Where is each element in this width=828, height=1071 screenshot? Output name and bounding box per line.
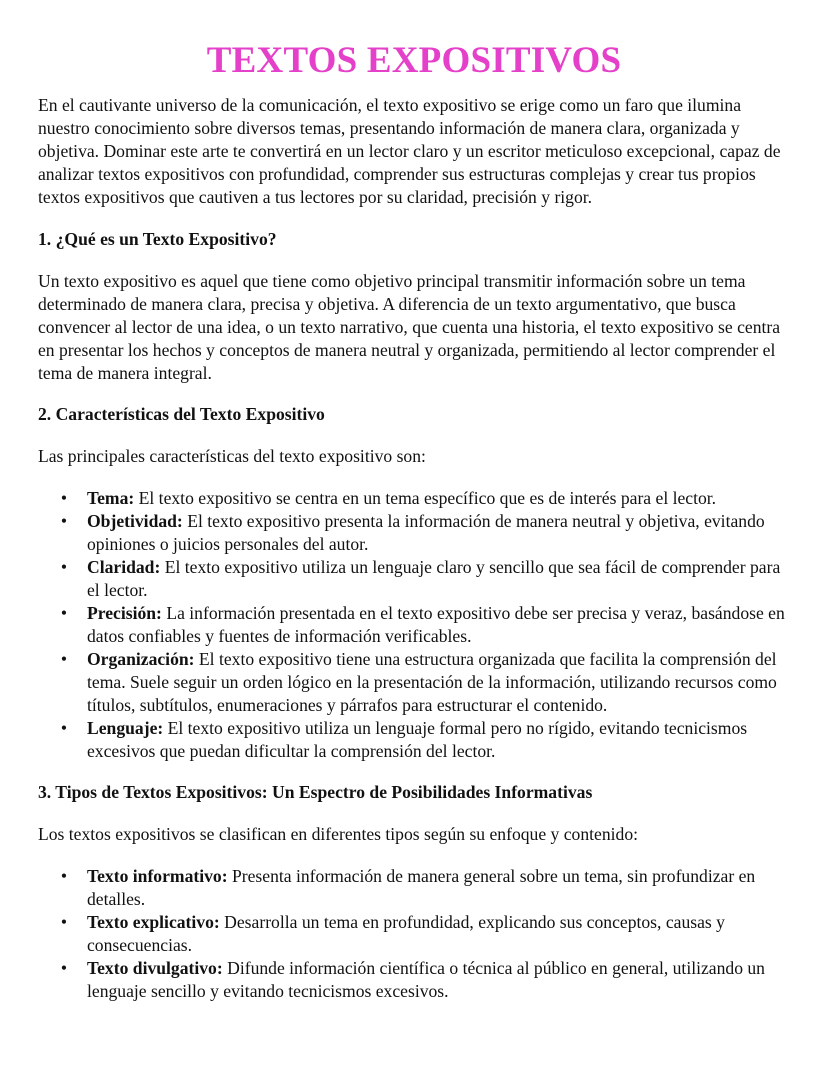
types-list [38,865,790,1003]
list-item-term: Texto divulgativo: [87,958,223,978]
bullet-icon: • [60,511,68,531]
list-item-term: Texto explicativo: [87,912,220,932]
list-item [38,717,790,763]
list-item [38,556,790,602]
section-2-heading: 2. Características del Texto Expositivo [38,404,325,424]
list-item [38,957,790,1003]
bullet-icon: • [60,866,68,886]
list-item-term: Organización: [87,649,195,669]
characteristics-list [38,487,790,763]
bullet-icon: • [60,488,68,508]
list-item [38,648,790,717]
section-3-heading: 3. Tipos de Textos Expositivos: Un Espectro de Posibilidades Informativas [38,782,593,802]
list-item [38,602,790,648]
bullet-icon: • [60,603,68,623]
page-title: TEXTOS EXPOSITIVOS [206,40,622,81]
list-item-text: El texto expositivo tiene una estructura organizada que facilita la comprensión del tema. Suele seguir un orden lógico en la presentación de la información, utilizando recursos como títulos, subtítulos, enumeraciones y párrafos para estructurar el contenido. [87,649,777,715]
bullet-icon: • [60,718,68,738]
list-item-term: Objetividad: [87,511,183,531]
section-3-lead: Los textos expositivos se clasifican en diferentes tipos según su enfoque y contenido: [38,824,639,844]
list-item [38,911,790,957]
intro-paragraph: En el cautivante universo de la comunicación, el texto expositivo se erige como un faro que ilumina nuestro conocimiento sobre diversos temas, presentando información de manera clara, organizada y objetiva. Dominar este arte te convertirá en un lector claro y un escritor meticuloso excepcional, capaz de analizar textos expositivos con profundidad, comprender sus estructuras complejas y crear tus propios textos expositivos que cautiven a tus lectores por su claridad, precisión y rigor. [38,95,781,207]
list-item-text: El texto expositivo se centra en un tema específico que es de interés para el lector. [134,488,717,508]
list-item-text: El texto expositivo presenta la información de manera neutral y objetiva, evitando opiniones o juicios personales del autor. [87,511,765,554]
bullet-icon: • [60,649,68,669]
list-item-text: Difunde información científica o técnica al público en general, utilizando un lenguaje sencillo y evitando tecnicismos excesivos. [87,958,765,1001]
list-item-text: Desarrolla un tema en profundidad, explicando sus conceptos, causas y consecuencias. [87,912,725,955]
list-item-term: Tema: [87,488,135,508]
section-1-body: Un texto expositivo es aquel que tiene como objetivo principal transmitir información sobre un tema determinado de manera clara, precisa y objetiva. A diferencia de un texto argumentativo, que busca convencer al lector de una idea, o un texto narrativo, que cuenta una historia, el texto expositivo se centra en presentar los hechos y conceptos de manera neutral y organizada, permitiendo al lector comprender el tema de manera integral. [38,271,781,383]
list-item-text: La información presentada en el texto expositivo debe ser precisa y veraz, basándose en datos confiables y fuentes de información verificables. [87,603,785,646]
list-item-text: Presenta información de manera general sobre un tema, sin profundizar en detalles. [87,866,756,909]
list-item-term: Claridad: [87,557,161,577]
bullet-icon: • [60,557,68,577]
bullet-icon: • [60,912,68,932]
list-item [38,865,790,911]
list-item [38,487,790,510]
list-item-term: Precisión: [87,603,162,623]
list-item [38,510,790,556]
list-item-text: El texto expositivo utiliza un lenguaje formal pero no rígido, evitando tecnicismos excesivos que puedan dificultar la comprensión del lector. [87,718,748,761]
list-item-term: Lenguaje: [87,718,164,738]
section-2-lead: Las principales características del texto expositivo son: [38,446,426,466]
bullet-icon: • [60,958,68,978]
list-item-text: El texto expositivo utiliza un lenguaje claro y sencillo que sea fácil de comprender para el lector. [87,557,781,600]
section-1-heading: 1. ¿Qué es un Texto Expositivo? [38,229,277,249]
list-item-term: Texto informativo: [87,866,228,886]
